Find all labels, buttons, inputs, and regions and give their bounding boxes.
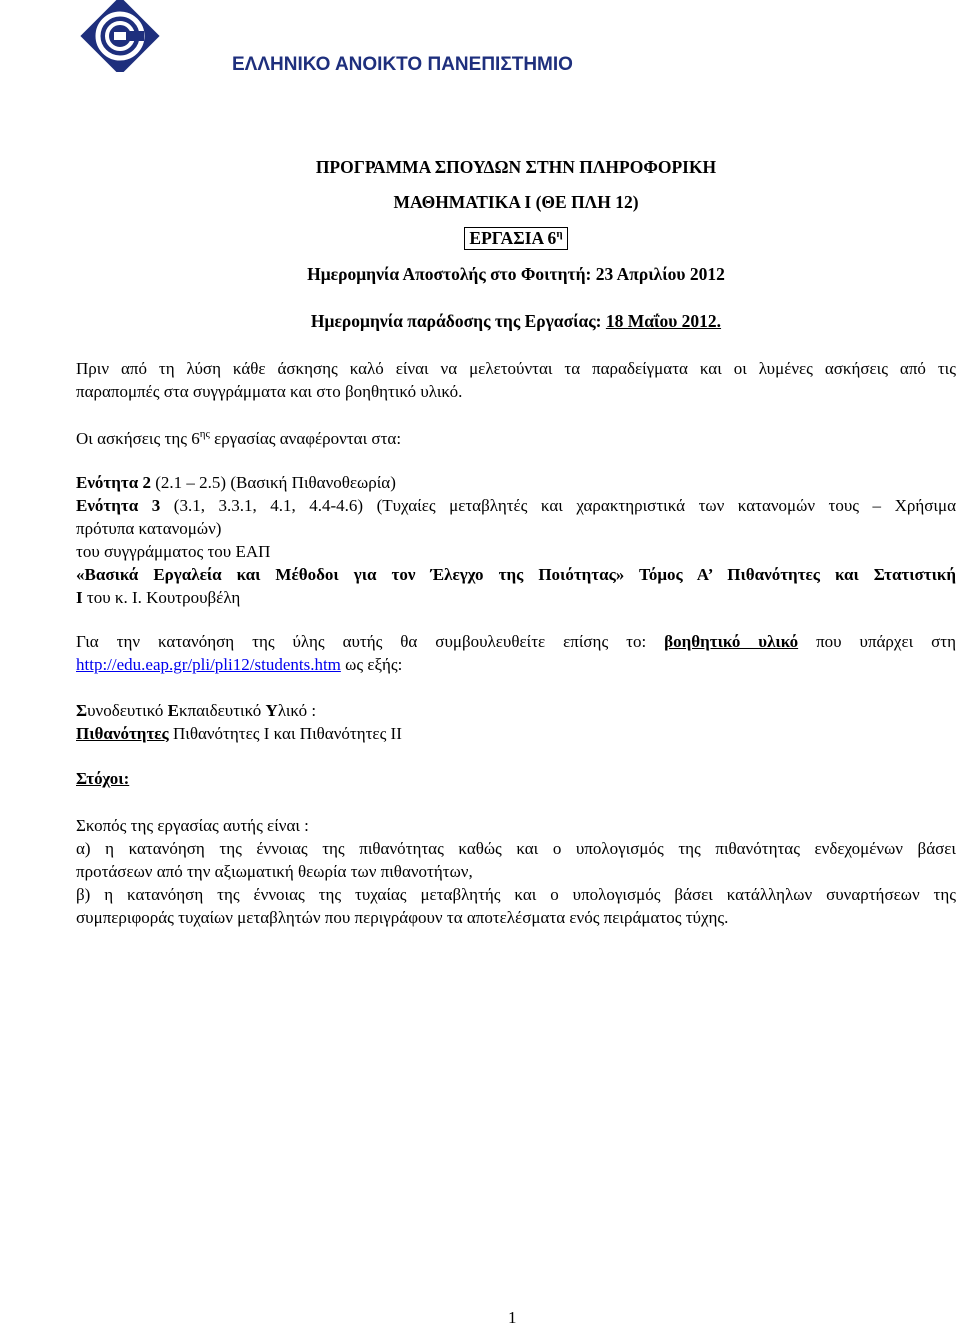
program-title: ΠΡΟΓΡΑΜΜΑ ΣΠΟΥΔΩΝ ΣΤΗΝ ΠΛΗΡΟΦΟΡΙΚΗ <box>315 157 717 177</box>
unit-2: Ενότητα 2 (2.1 – 2.5) (Βασική Πιθανοθεωρία) <box>76 473 396 492</box>
due-date: 18 Μαΐου 2012. <box>605 311 722 331</box>
eap-logo-icon <box>80 0 160 72</box>
book-author: Ι του κ. Ι. Κουτρουβέλη <box>76 588 241 607</box>
page-number: 1 <box>508 1308 517 1327</box>
refs-lead: Οι ασκήσεις της $6^{\eta\varsigma}$ εργασίας αναφέρονται στα: <box>76 428 402 448</box>
probability-link[interactable]: Πιθανότητες <box>76 724 169 743</box>
book-title: «Βασικά Εργαλεία και Μέθοδοι για τον Έλεγχο της Ποιότητας» Τόμος Α’ Πιθανότητες και Στατιστική <box>76 565 956 584</box>
assignment-box: ΕΡΓΑΣΙΑ $6^\eta$ <box>464 227 567 250</box>
unit-3: Ενότητα 3 (3.1, 3.3.1, 4.1, 4.4-4.6) (Τυχαίες μεταβλητές και χαρακτηριστικά των κατανομών τους – Χρήσιμα <box>76 496 956 515</box>
course-title: ΜΑΘΗΜΑΤΙΚΑ Ι (ΘΕ ΠΛΗ 12) <box>393 192 639 212</box>
goals-paragraph: Σκοπός της εργασίας αυτής είναι : α) η κατανόηση της έννοιας της πιθανότητας καθώς και ο υπολογισμός της πιθανότητας ενδεχομένων βάσει προτάσεων από την αξιωματική θεωρία των πιθανοτήτων, β) η κατανόηση της έννοιας της τυχαίας μεταβλητής και ο υπολογισμός βάσει κατάλληλων συναρτήσεων της συμπεριφοράς τυχαίων μεταβλητών που περιγράφουν τα αποτελέσματα ενός πειράματος τύχης. <box>76 816 956 927</box>
sent-date: Ημερομηνία Αποστολής στο Φοιτητή: 23 Απριλίου 2012 <box>307 264 725 284</box>
goals-heading: Στόχοι: <box>76 769 130 788</box>
due-date-line: Ημερομηνία παράδοσης της Εργασίας: 18 Μαΐου 2012. <box>310 311 722 331</box>
university-name: ΕΛΛΗΝΙΚΟ ΑΝΟΙΚΤΟ ΠΑΝΕΠΙΣΤΗΜΙΟ <box>232 54 573 75</box>
intro-paragraph: Πριν από τη λύση κάθε άσκησης καλό είναι να μελετούνται τα παραδείγματα και οι λυμένες ασκήσεις από τις παραπομπές στα συγγράμματα και στο βοηθητικό υλικό. <box>76 359 956 401</box>
students-url-link[interactable]: http://edu.eap.gr/pli/pli12/students.htm <box>76 655 341 674</box>
assignment-title <box>76 228 956 249</box>
units-list: Ενότητα 2 (2.1 – 2.5) (Βασική Πιθανοθεωρία) Ενότητα 3 (3.1, 3.3.1, 4.1, 4.4-4.6) (Τυχαίες μεταβλητές και χαρακτηριστικά των κατανομών τους – Χρήσιμα πρότυπα κατανομών) του συγγράμματος του ΕΑΠ «Βασικά Εργαλεία και Μέθοδοι για τον Έλεγχο της Ποιότητας» Τόμος Α’ Πιθανότητες και Στατιστική Ι του κ. Ι. Κουτρουβέλη <box>76 473 956 607</box>
material-section: Συνοδευτικό Εκπαιδευτικό Υλικό : Πιθανότητες Πιθανότητες Ι και Πιθανότητες ΙΙ <box>76 701 402 743</box>
help-material-link[interactable]: βοηθητικό υλικό <box>664 632 799 651</box>
help-paragraph: Για την κατανόηση της ύλης αυτής θα συμβουλευθείτε επίσης το: βοηθητικό υλικό που υπάρχει στη http://edu.eap.gr/pli/pli12/students.htm ως εξής: <box>76 632 957 674</box>
